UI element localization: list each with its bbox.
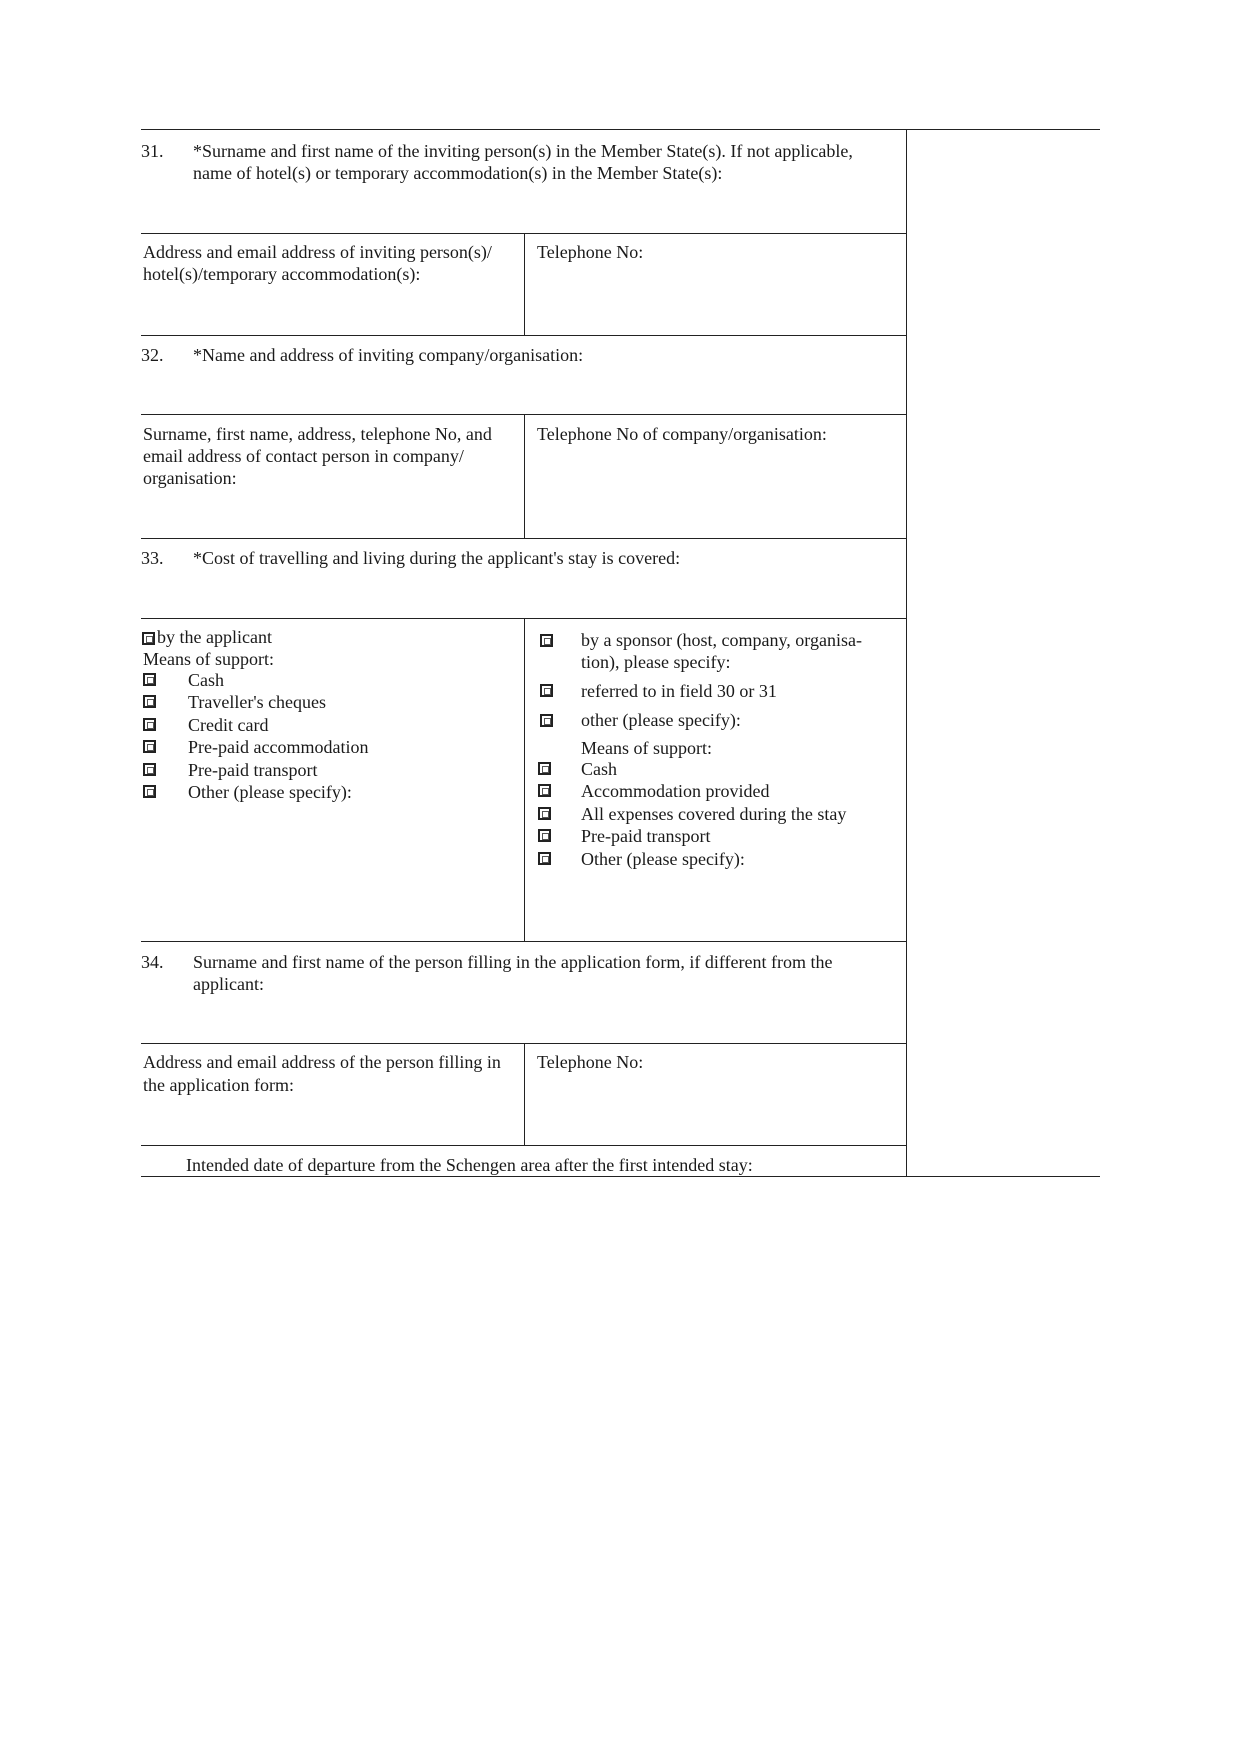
section-33-number: 33. [141,548,164,568]
applicant-cash-checkbox[interactable] [143,673,156,686]
sponsor-all-expenses-checkbox[interactable] [538,807,551,820]
section-34-number: 34. [141,952,164,972]
sponsor-option-label: All expenses covered during the stay [581,803,847,824]
by-applicant-label: by the applicant [157,627,272,647]
applicant-prepaid-accommodation-checkbox[interactable] [143,740,156,753]
section-31-number: 31. [141,141,164,161]
divider-31-mid [524,233,525,335]
sponsor-accommodation-provided-checkbox[interactable] [538,784,551,797]
applicant-travellers-cheques-checkbox[interactable] [143,695,156,708]
by-sponsor-label-line1: by a sponsor (host, company, organisa- [581,630,862,650]
section-32-telephone-label: Telephone No of company/organisation: [537,424,827,444]
applicant-option-label: Pre-paid transport [188,759,318,780]
top-border-line [141,129,907,130]
section-34-title-line2: applicant: [193,974,264,994]
applicant-option-label: Credit card [188,714,269,735]
by-applicant-checkbox[interactable] [142,632,155,645]
sponsor-prepaid-transport-checkbox[interactable] [538,829,551,842]
applicant-credit-card-checkbox[interactable] [143,718,156,731]
applicant-option-label: Pre-paid accommodation [188,737,369,758]
sponsor-referred-label: referred to in field 30 or 31 [581,681,777,701]
divider-34-mid [524,1043,525,1145]
top-border-line-right [907,129,1100,130]
section-33-title: *Cost of travelling and living during the applicant's stay is covered: [193,548,681,568]
sponsor-cash-checkbox[interactable] [538,762,551,775]
by-sponsor-label-line2: tion), please specify: [581,652,731,672]
section-31-address-line2: hotel(s)/temporary accommodation(s): [143,264,421,284]
divider-33 [141,538,907,539]
section-32-title: *Name and address of inviting company/organisation: [193,345,584,365]
sponsor-option-label: Pre-paid transport [581,826,711,847]
departure-date-label: Intended date of departure from the Schengen area after the first intended stay: [186,1155,753,1175]
right-column-divider [906,129,907,1177]
section-32-contact-line3: organisation: [143,468,237,488]
section-31-title-line1: *Surname and first name of the inviting person(s) in the Member State(s). If not applicable, [193,141,853,161]
divider-32-mid [524,414,525,538]
applicant-other-checkbox[interactable] [143,785,156,798]
section-32-contact-line2: email address of contact person in company/ [143,446,464,466]
divider-33-mid [524,618,525,941]
sponsor-option-label: Accommodation provided [581,781,770,802]
by-sponsor-checkbox[interactable] [540,634,553,647]
section-31-address-line1: Address and email address of inviting person(s)/ [143,242,492,262]
divider-32 [141,335,907,336]
divider-departure [141,1145,907,1146]
section-31-title-line2: name of hotel(s) or temporary accommodation(s) in the Member State(s): [193,163,723,183]
section-34-title-line1: Surname and first name of the person filling in the application form, if different from the [193,952,833,972]
section-34-address-line2: the application form: [143,1075,294,1095]
applicant-option-label: Other (please specify): [188,781,352,802]
divider-34 [141,941,907,942]
section-32-number: 32. [141,345,164,365]
section-31-telephone-label: Telephone No: [537,242,644,262]
section-34-address-line1: Address and email address of the person filling in [143,1052,501,1072]
bottom-border-line [141,1176,1100,1177]
sponsor-option-label: Other (please specify): [581,848,745,869]
sponsor-other-checkbox[interactable] [540,714,553,727]
applicant-means-of-support-label: Means of support: [143,649,274,669]
sponsor-other-checkbox-2[interactable] [538,852,551,865]
applicant-option-label: Traveller's cheques [188,692,327,713]
applicant-prepaid-transport-checkbox[interactable] [143,763,156,776]
applicant-option-label: Cash [188,670,224,690]
sponsor-referred-checkbox[interactable] [540,684,553,697]
sponsor-other-label: other (please specify): [581,710,741,730]
sponsor-means-of-support-label: Means of support: [581,738,712,758]
section-32-contact-line1: Surname, first name, address, telephone No, and [143,424,492,444]
section-34-telephone-label: Telephone No: [537,1052,644,1072]
sponsor-option-label: Cash [581,759,617,779]
